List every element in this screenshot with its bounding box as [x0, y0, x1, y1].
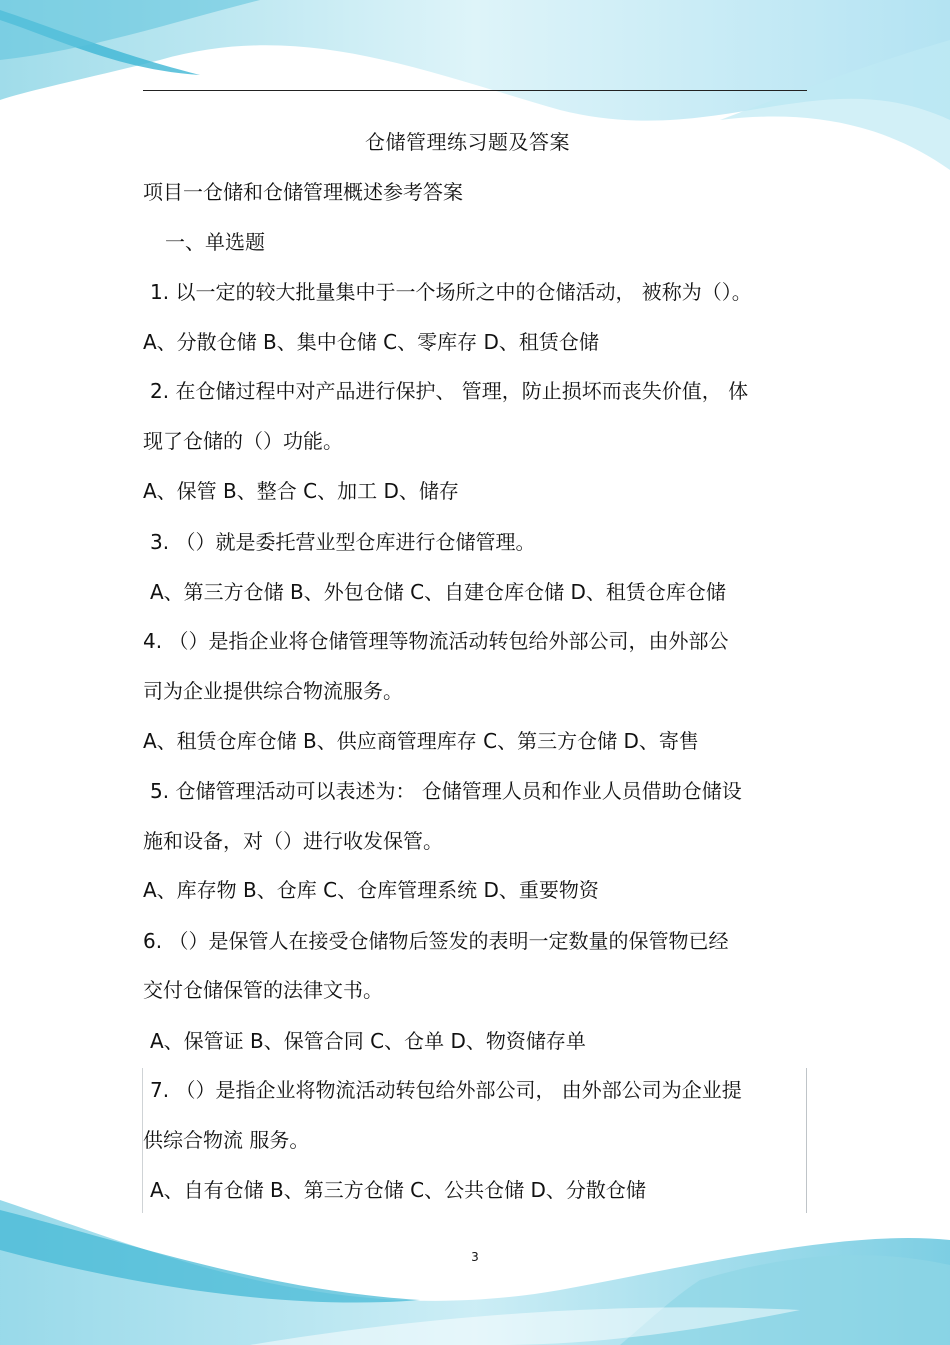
header-rule: [143, 90, 807, 91]
question-line: 供综合物流 服务。: [143, 1128, 310, 1152]
question-line: 7. （）是指企业将物流活动转包给外部公司， 由外部公司为企业提: [150, 1078, 742, 1102]
box-right-border: [806, 1068, 807, 1213]
question-line: 4. （）是指企业将仓储管理等物流活动转包给外部公司，由外部公: [143, 629, 729, 653]
question-line: 施和设备，对（）进行收发保管。: [143, 829, 443, 853]
question-line: 司为企业提供综合物流服务。: [143, 679, 403, 703]
answer-options-line: A、分散仓储 B、集中仓储 C、零库存 D、租赁仓储: [143, 330, 599, 354]
question-line: 3. （）就是委托营业型仓库进行仓储管理。: [150, 530, 536, 554]
question-line: 6. （）是保管人在接受仓储物后签发的表明一定数量的保管物已经: [143, 929, 729, 953]
question-line: 2. 在仓储过程中对产品进行保护、 管理，防止损坏而丧失价值， 体: [150, 379, 749, 403]
answer-options-line: A、第三方仓储 B、外包仓储 C、自建仓库仓储 D、租赁仓库仓储: [150, 580, 726, 604]
answer-options-line: A、租赁仓库仓储 B、供应商管理库存 C、第三方仓储 D、寄售: [143, 729, 699, 753]
answer-options-line: A、库存物 B、仓库 C、仓库管理系统 D、重要物资: [143, 878, 599, 902]
question-line: 1. 以一定的较大批量集中于一个场所之中的仓储活动， 被称为（）。: [150, 280, 752, 304]
subsection-heading: 一、单选题: [165, 230, 265, 254]
page-number: 3: [471, 1250, 479, 1264]
section-heading: 项目一仓储和仓储管理概述参考答案: [143, 180, 463, 204]
question-line: 现了仓储的（）功能。: [143, 429, 343, 453]
question-line: 交付仓储保管的法律文书。: [143, 978, 383, 1002]
question-line: 5. 仓储管理活动可以表述为： 仓储管理人员和作业人员借助仓储设: [150, 779, 742, 803]
document-title: 仓储管理练习题及答案: [365, 130, 570, 154]
answer-options-line: A、自有仓储 B、第三方仓储 C、公共仓储 D、分散仓储: [150, 1178, 646, 1202]
answer-options-line: A、保管 B、整合 C、加工 D、储存: [143, 479, 459, 503]
answer-options-line: A、保管证 B、保管合同 C、仓单 D、物资储存单: [150, 1029, 586, 1053]
box-left-border: [142, 1068, 143, 1213]
